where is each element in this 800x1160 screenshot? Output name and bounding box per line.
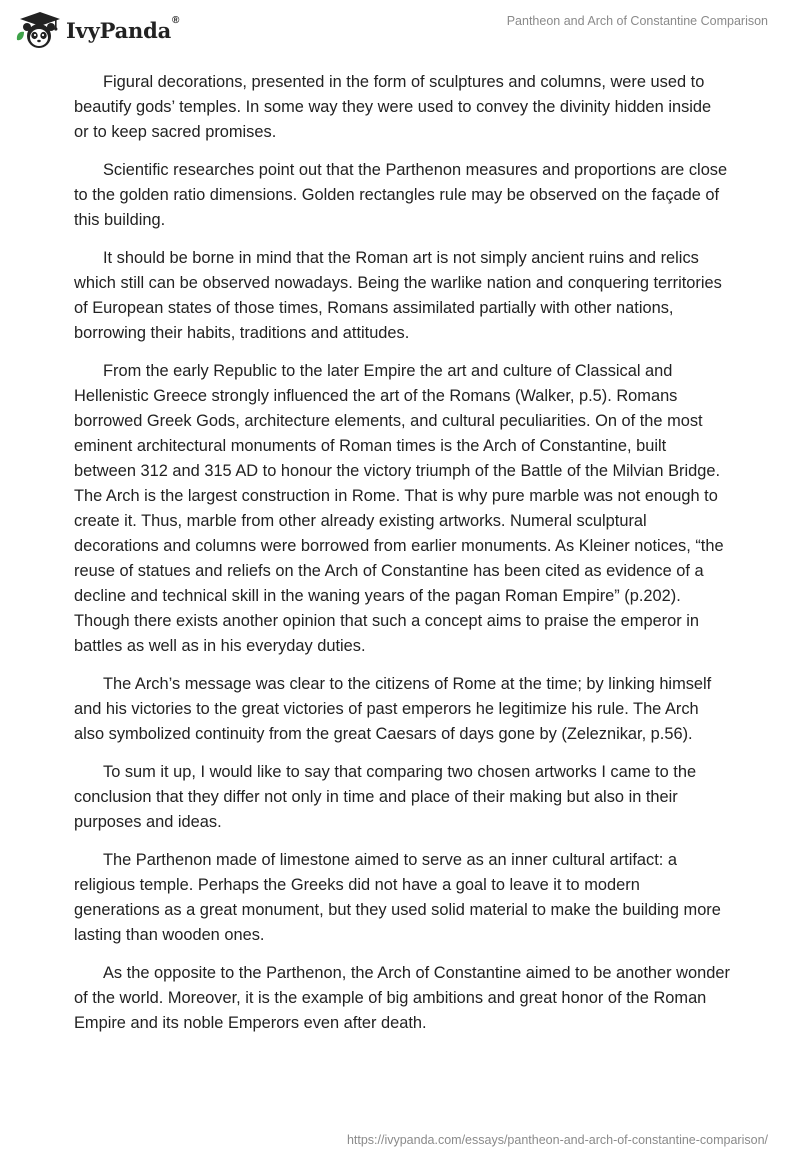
paragraph: Figural decorations, presented in the form of sculptures and columns, were used to beautify gods’ temples. In some way they were used to convey the divinity hidden inside or to keep sacred promises. [74, 73, 712, 141]
paragraph: It should be borne in mind that the Roman art is not simply ancient ruins and relics which still can be observed nowadays. Being the warlike nation and conquering territories of European states of those times, Romans assimilated partially with other nations, borrowing their habits, traditions and attitudes. [74, 249, 722, 342]
document-title: Pantheon and Arch of Constantine Comparison [506, 14, 768, 28]
page-header [0, 0, 800, 60]
source-url[interactable]: https://ivypanda.com/essays/pantheon-and-arch-of-constantine-comparison/ [346, 1133, 768, 1147]
paragraph: As the opposite to the Parthenon, the Arch of Constantine aimed to be another wonder of the world. Moreover, it is the example of big ambitions and great honor of the Roman Empire and its noble Emperors even after death. [74, 964, 730, 1032]
paragraph: Scientific researches point out that the Parthenon measures and proportions are close to the golden ratio dimensions. Golden rectangles rule may be observed on the façade of this building. [74, 161, 728, 229]
ivypanda-logo[interactable] [14, 10, 179, 50]
paragraph: The Arch’s message was clear to the citizens of Rome at the time; by linking himself and his victories to the great victories of past emperors he legitimize his rule. The Arch also symbolized continuity from the great Caesars of days gone by (Zeleznikar, p.56). [74, 675, 712, 743]
paragraph: The Parthenon made of limestone aimed to serve as an inner cultural artifact: a religious temple. Perhaps the Greeks did not have a goal to leave it to modern generations as a great monument, but they used solid material to make the building more lasting than wooden ones. [74, 851, 721, 944]
paragraph: From the early Republic to the later Empire the art and culture of Classical and Hellenistic Greece strongly influenced the art of the Romans (Walker, p.5). Romans borrowed Greek Gods, architecture elements, and cultural peculiarities. On of the most eminent architectural monuments of Roman times is the Arch of Constantine, built between 312 and 315 AD to honour the victory triumph of the Battle of the Milvian Bridge. The Arch is the largest construction in Rome. That is why pure marble was not enough to create it. Thus, marble from other already existing artworks. Numeral sculptural decorations and columns were borrowed from earlier monuments. As Kleiner notices, “the reuse of statues and reliefs on the Arch of Constantine has been cited as evidence of a decline and technical skill in the waning years of the pagan Roman Empire” (p.202). Though there exists another opinion that such a concept aims to praise the emperor in battles as well as in his everyday duties. [74, 362, 724, 655]
essay-body [74, 70, 730, 1049]
brand-name: IvyPanda® [66, 14, 180, 43]
paragraph: To sum it up, I would like to say that comparing two chosen artworks I came to the conclusion that they differ not only in time and place of their making but also in their purposes and ideas. [74, 763, 697, 831]
panda-graduate-icon [14, 10, 62, 50]
registered-mark: ® [172, 14, 180, 26]
